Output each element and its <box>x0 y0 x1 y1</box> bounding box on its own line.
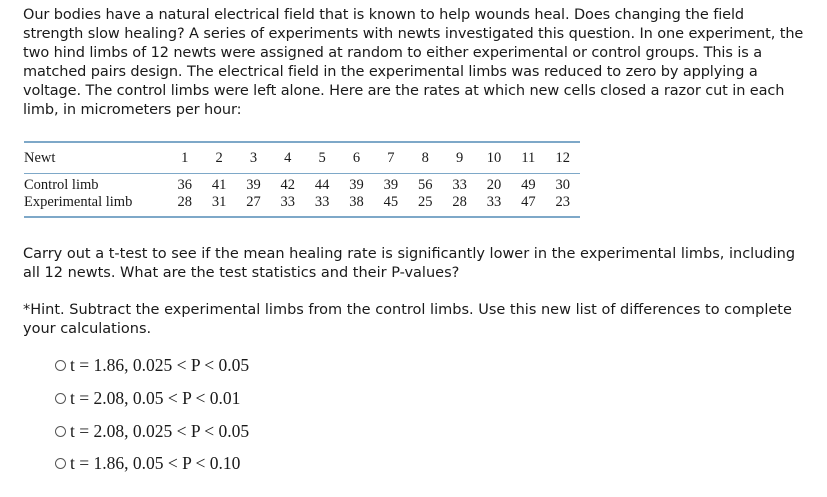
answer-option-1[interactable] <box>55 354 249 376</box>
radio-button-icon[interactable] <box>55 458 66 469</box>
radio-button-icon[interactable] <box>55 360 66 371</box>
newt-number-1: 1 <box>181 150 189 166</box>
table-cell: 31 <box>211 194 227 210</box>
row-label-control: Control limb <box>24 177 99 193</box>
table-cell: 27 <box>246 194 261 210</box>
radio-button-icon[interactable] <box>55 393 66 404</box>
table-cell: 39 <box>383 177 399 193</box>
table-header-row <box>24 142 580 174</box>
answer-option-label[interactable]: t = 2.08, 0.05 < P < 0.01 <box>70 387 241 408</box>
newt-number-12: 12 <box>555 150 570 166</box>
newt-number-7: 7 <box>387 150 395 166</box>
newt-number-4: 4 <box>284 150 292 166</box>
newt-number-3: 3 <box>249 150 258 166</box>
newt-number-10: 10 <box>486 150 502 166</box>
newt-number-6: 6 <box>352 150 361 166</box>
answer-option-label[interactable]: t = 2.08, 0.025 < P < 0.05 <box>70 420 250 441</box>
table-cell: 28 <box>177 194 192 210</box>
newt-number-9: 9 <box>455 150 464 166</box>
newt-healing-table <box>24 141 580 218</box>
table-cell: 42 <box>280 177 296 193</box>
newt-number-2: 2 <box>215 150 223 166</box>
table-cell: 33 <box>314 194 330 210</box>
question-intro-text: Our bodies have a natural electrical field that is known to help wounds heal. Does changing the field strength slow healing? A series of experiments with newts investigated this question. In one experiment, the two hind limbs of 12 newts were assigned at random to either experimental or control groups. This is a matched pairs design. The electrical field in the experimental limbs was reduced to zero by applying a voltage. The control limbs were left alone. Here are the rates at which new cells closed a razor cut in each limb, in micrometers per hour: <box>23 7 804 118</box>
question-hint-text: *Hint. Subtract the experimental limbs from the control limbs. Use this new list of differences to complete your calculations. <box>23 302 792 337</box>
answer-option-label[interactable]: t = 1.86, 0.025 < P < 0.05 <box>70 354 250 375</box>
table-cell: 56 <box>417 177 433 193</box>
table-cell: 30 <box>555 177 570 193</box>
table-cell: 33 <box>280 194 296 210</box>
answer-option-2[interactable] <box>55 387 240 409</box>
table-cell: 45 <box>383 194 399 210</box>
table-cell: 39 <box>349 177 364 193</box>
table-cell: 20 <box>486 177 502 193</box>
newt-number-11: 11 <box>521 150 536 166</box>
table-cell: 38 <box>349 194 364 210</box>
table-cell: 33 <box>486 194 502 210</box>
table-cell: 44 <box>314 177 330 193</box>
newt-number-8: 8 <box>421 150 429 166</box>
table-cell: 49 <box>521 177 536 193</box>
row-label-experimental: Experimental limb <box>24 194 133 210</box>
table-cell: 41 <box>211 177 227 193</box>
table-cell: 23 <box>555 194 570 210</box>
answer-option-label[interactable]: t = 1.86, 0.05 < P < 0.10 <box>70 452 241 473</box>
table-cell: 39 <box>246 177 261 193</box>
table-cell: 36 <box>177 177 192 193</box>
radio-button-icon[interactable] <box>55 426 66 437</box>
table-cell: 28 <box>452 194 467 210</box>
table-cell: 25 <box>417 194 433 210</box>
question-prompt-text: Carry out a t-test to see if the mean healing rate is significantly lower in the experimental limbs, including all 12 newts. What are the test statistics and their P-values? <box>23 246 796 281</box>
newt-number-5: 5 <box>318 150 326 166</box>
table-cell: 47 <box>521 194 536 210</box>
table-row-control <box>24 174 580 195</box>
answer-option-4[interactable] <box>55 452 240 474</box>
table-header-label: Newt <box>24 150 56 166</box>
table-row-experimental <box>24 194 580 217</box>
data-table-container <box>24 141 580 218</box>
answer-option-3[interactable] <box>55 420 249 442</box>
table-cell: 33 <box>452 177 467 193</box>
